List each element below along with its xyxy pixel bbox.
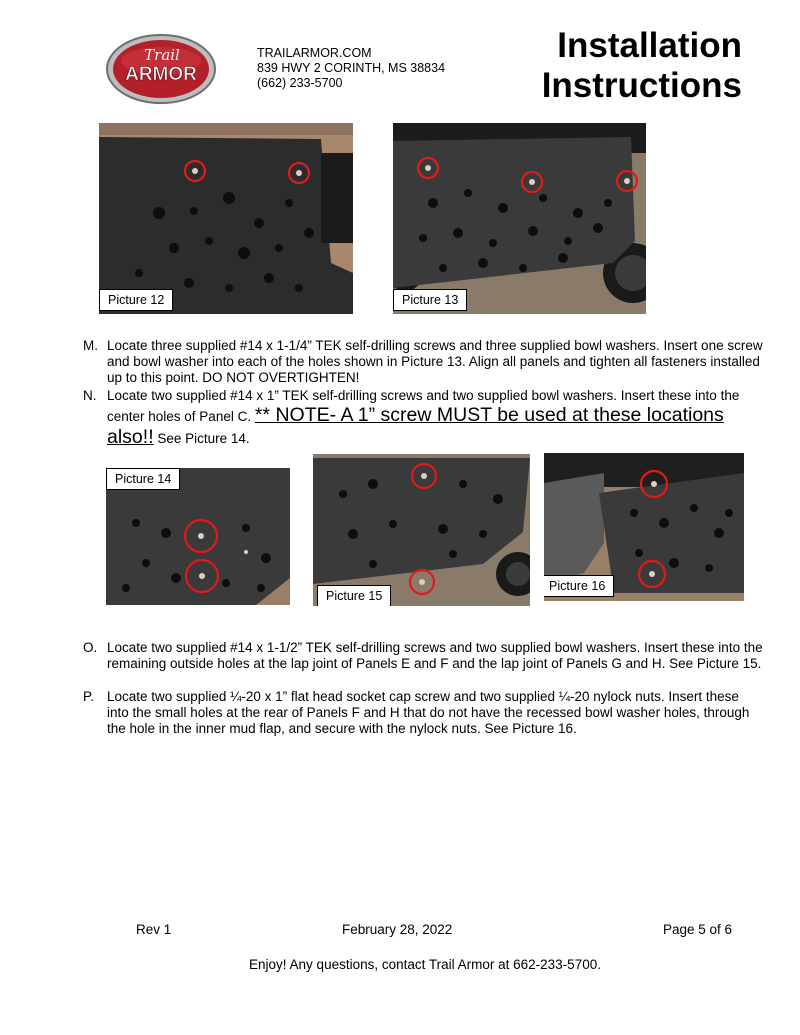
step-o-text: Locate two supplied #14 x 1-1/2” TEK self-drilling screws and two supplied bowl washers. Insert these into the remaining outside holes at the lap joint of Panels E and F and the lap joint of Panels G and H. See Picture 15. <box>107 640 763 671</box>
step-m-text: Locate three supplied #14 x 1-1/4” TEK self-drilling screws and three supplied bowl washers. Insert one screw and bowl washer into each of the holes shown in Picture 13. Align all panels and tighten all fasteners installed up to this point. DO NOT OVERTIGHTEN! <box>107 338 763 385</box>
picture-14-photo <box>106 468 290 605</box>
company-info <box>257 46 445 91</box>
step-n-tail: See Picture 14. <box>153 431 250 446</box>
step-n-letter: N. <box>83 388 97 403</box>
footer-date: February 28, 2022 <box>342 922 453 937</box>
footer-page-number: Page 5 of 6 <box>663 922 733 937</box>
step-p <box>83 689 763 737</box>
picture-16-caption: Picture 16 <box>544 575 614 597</box>
step-n-body <box>107 388 763 448</box>
page-title <box>542 26 742 106</box>
title-line-2: Instructions <box>541 66 742 105</box>
company-phone: (662) 233-5700 <box>257 76 343 90</box>
picture-12-photo <box>99 123 353 314</box>
picture-13-caption: Picture 13 <box>393 289 467 311</box>
step-p-letter: P. <box>83 689 95 704</box>
picture-14-caption: Picture 14 <box>106 468 180 490</box>
picture-15-photo <box>313 454 530 606</box>
step-n <box>83 388 763 448</box>
picture-15-caption: Picture 15 <box>317 585 391 606</box>
title-line-1: Installation <box>557 26 742 65</box>
step-n-text: Locate two supplied #14 x 1” TEK self-drilling screws and two supplied bowl washers. Insert these into the center holes of Panel C. <box>107 388 740 424</box>
picture-12-caption: Picture 12 <box>99 289 173 311</box>
step-m-letter: M. <box>83 338 98 353</box>
step-m <box>83 338 763 386</box>
footer-revision: Rev 1 <box>136 922 172 937</box>
svg-text:Trail: Trail <box>144 46 180 64</box>
step-p-text: Locate two supplied ¼-20 x 1” flat head socket cap screw and two supplied ¼-20 nylock nuts. Insert these into the small holes at the rear of Panels F and H that do not have the recessed bowl washer holes, through the hole in the inner mud flap, and secure with the nylock nuts. See Picture 16. <box>107 689 750 736</box>
footer-contact: Enjoy! Any questions, contact Trail Armor at 662-233-5700. <box>249 957 601 972</box>
step-n-note: ** NOTE- A 1” screw MUST be used at these locations also!! <box>107 404 724 448</box>
step-o <box>83 640 763 672</box>
company-address: 839 HWY 2 CORINTH, MS 38834 <box>257 61 446 75</box>
picture-13-photo <box>393 123 646 314</box>
step-o-letter: O. <box>83 640 98 655</box>
company-website: TRAILARMOR.COM <box>257 46 372 60</box>
picture-16-photo <box>544 453 744 601</box>
trail-armor-logo <box>105 33 217 105</box>
svg-text:ARMOR: ARMOR <box>125 64 197 85</box>
